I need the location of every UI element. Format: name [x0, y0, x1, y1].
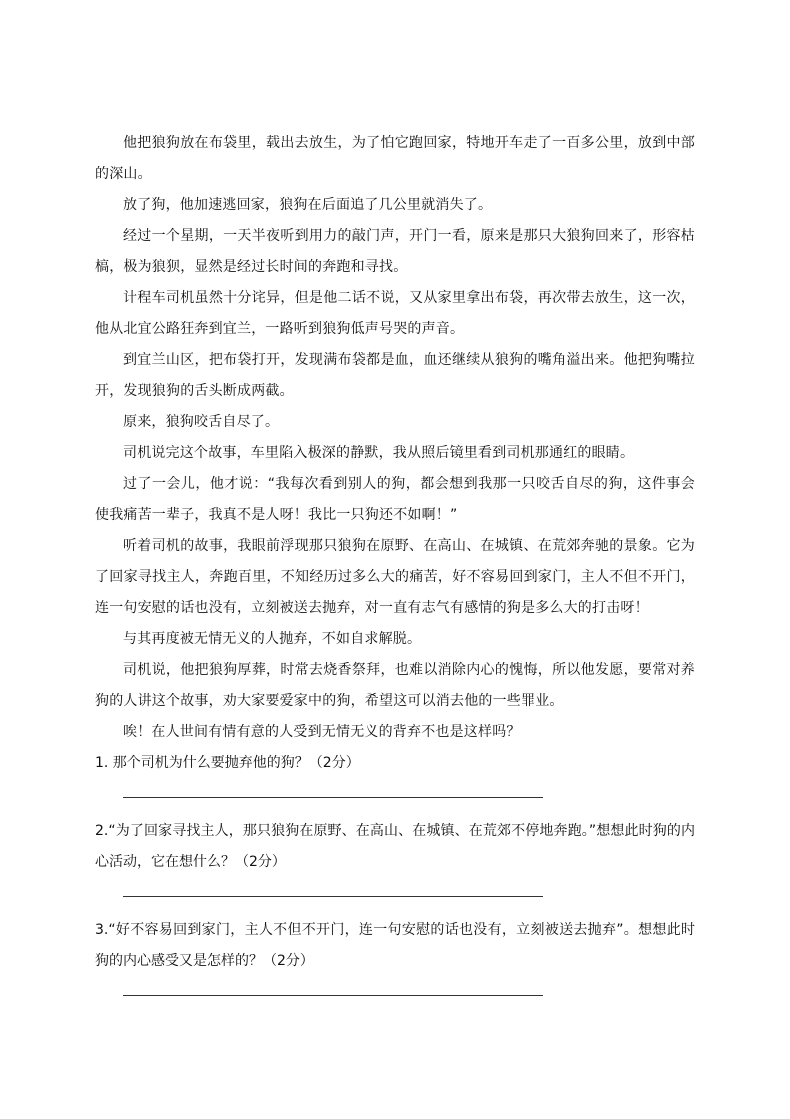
question-2: 2.“为了回家寻找主人，那只狼狗在原野、在高山、在城镇、在荒郊不停地奔跑。”想想此时狗的内心活动，它在想什么？（2分）: [95, 823, 695, 870]
answer-line-1[interactable]: [123, 779, 543, 798]
passage-paragraph: 经过一个星期，一天半夜听到用力的敲门声，开门一看，原来是那只大狼狗回来了，形容枯槁，极为狼狈，显然是经过长时间的奔跑和寻找。: [95, 228, 695, 275]
answer-line-2[interactable]: [123, 878, 543, 897]
question-1: 1. 那个司机为什么要抛弃他的狗？（2分）: [95, 755, 360, 771]
answer-line-3[interactable]: [123, 977, 543, 996]
passage-paragraph: 唉！在人世间有情有意的人受到无情无义的背弃不也是这样吗？: [123, 724, 521, 740]
passage-paragraph: 计程车司机虽然十分诧异，但是他二话不说，又从家里拿出布袋，再次带去放生，这一次，他从北宜公路狂奔到宜兰，一路听到狼狗低声号哭的声音。: [95, 290, 695, 337]
passage-paragraph: 他把狼狗放在布袋里，载出去放生，为了怕它跑回家，特地开车走了一百多公里，放到中部的深山。: [95, 135, 695, 182]
passage-paragraph: 司机说，他把狼狗厚葬，时常去烧香祭拜，也难以消除内心的愧悔，所以他发愿，要常对养狗的人讲这个故事，劝大家要爱家中的狗，希望这可以消去他的一些罪业。: [95, 662, 695, 709]
passage-paragraph: 司机说完这个故事，车里陷入极深的静默，我从照后镜里看到司机那通红的眼睛。: [123, 445, 635, 461]
passage-paragraph: 放了狗，他加速逃回家，狼狗在后面追了几公里就消失了。: [123, 197, 493, 213]
passage-paragraph: 听着司机的故事，我眼前浮现那只狼狗在原野、在高山、在城镇、在荒郊奔驰的景象。它为了回家寻找主人，奔跑百里，不知经历过多么大的痛苦，好不容易回到家门，主人不但不开门，连一句安慰的话也没有，立刻被送去抛弃，对一直有志气有感情的狗是多么大的打击呀！: [95, 538, 695, 616]
document-content: [95, 128, 695, 1014]
passage-paragraph: 到宜兰山区，把布袋打开，发现满布袋都是血，血还继续从狼狗的嘴角溢出来。他把狗嘴拉开，发现狼狗的舌头断成两截。: [95, 352, 695, 399]
question-3: 3.“好不容易回到家门，主人不但不开门，连一句安慰的话也没有，立刻被送去抛弃”。想想此时狗的内心感受又是怎样的？（2分）: [95, 922, 695, 969]
passage-paragraph: 原来，狼狗咬舌自尽了。: [123, 414, 280, 430]
passage-paragraph: 与其再度被无情无义的人抛弃，不如自求解脱。: [123, 631, 422, 647]
passage-paragraph: 过了一会儿，他才说：“我每次看到别人的狗，都会想到我那一只咬舌自尽的狗，这件事会使我痛苦一辈子，我真不是人呀！我比一只狗还不如啊！”: [95, 476, 695, 523]
